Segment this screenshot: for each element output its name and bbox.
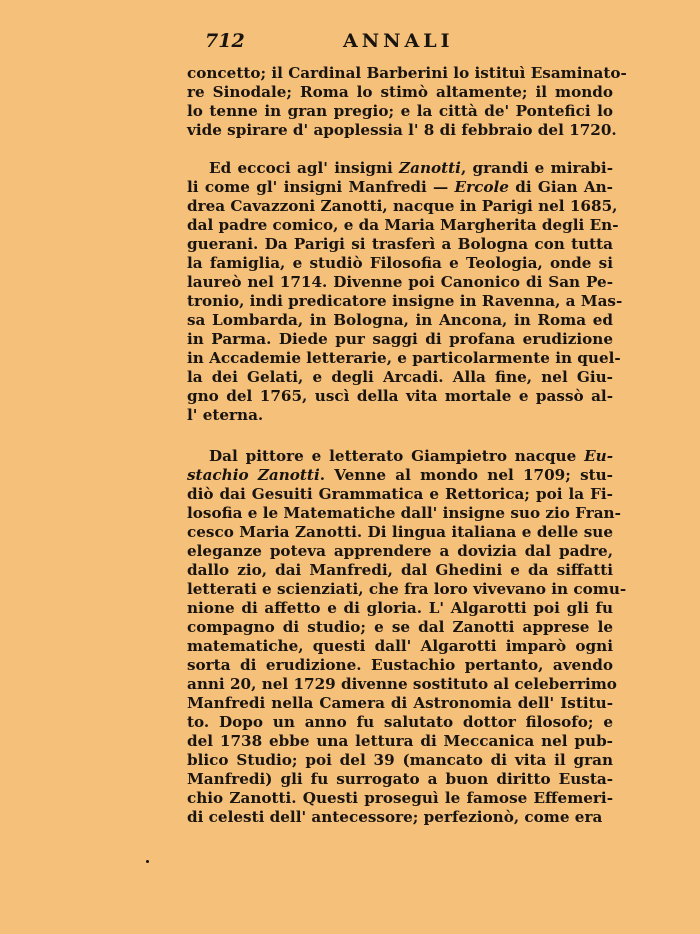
paragraph-3 — [187, 447, 627, 827]
text-line: drea Cavazzoni Zanotti, nacque in Parigi nel 1685, — [187, 197, 618, 215]
text-line: anni 20, nel 1729 divenne sostituto al celeberrimo — [187, 675, 617, 693]
text-line: li come gl' insigni Manfredi — Ercole di Gian An- — [187, 178, 613, 196]
page-number: 712 — [205, 30, 245, 52]
text-line: laureò nel 1714. Divenne poi Canonico di San Pe- — [187, 273, 613, 291]
text-line: sorta di erudizione. Eustachio pertanto, avendo — [187, 656, 613, 674]
text-line: nione di affetto e di gloria. L' Algarotti poi gli fu — [187, 599, 613, 617]
text-line: del 1738 ebbe una lettura di Meccanica nel pub- — [187, 732, 613, 750]
paragraph-spacer — [187, 140, 613, 159]
text-line: concetto; il Cardinal Barberini lo istituì Esaminato- — [187, 64, 627, 82]
text-line: guerani. Da Parigi si trasferì a Bologna con tutta — [187, 235, 613, 253]
text-line: matematiche, questi dall' Algarotti imparò ogni — [187, 637, 613, 655]
body-text — [187, 64, 627, 827]
text-line: Dal pittore e letterato Giampietro nacque Eu- — [209, 447, 613, 465]
text-line: diò dai Gesuiti Grammatica e Rettorica; poi la Fi- — [187, 485, 613, 503]
text-line: cesco Maria Zanotti. Di lingua italiana e delle sue — [187, 523, 613, 541]
text-line: dal padre comico, e da Maria Margherita degli En- — [187, 216, 619, 234]
text-line: la dei Gelati, e degli Arcadi. Alla fine, nel Giu- — [187, 368, 613, 386]
text-line: losofia e le Matematiche dall' insigne suo zio Fran- — [187, 504, 621, 522]
text-line: vide spirare d' apoplessia l' 8 di febbraio del 1720. — [187, 121, 617, 139]
paragraph-2 — [187, 159, 623, 425]
text-line: in Parma. Diede pur saggi di profana erudizione — [187, 330, 613, 348]
text-line: eleganze poteva apprendere a dovizia dal padre, — [187, 542, 613, 560]
running-title: ANNALI — [343, 30, 454, 52]
text-line: re Sinodale; Roma lo stimò altamente; il mondo — [187, 83, 613, 101]
text-line: chio Zanotti. Questi proseguì le famose Effemeri- — [187, 789, 613, 807]
text-line: Manfredi) gli fu surrogato a buon diritto Eusta- — [187, 770, 613, 788]
text-line: di celesti dell' antecessore; perfezionò, come era — [187, 808, 603, 826]
paragraph-1 — [187, 64, 627, 140]
ink-speck — [146, 860, 149, 863]
text-line: in Accademie letterarie, e particolarmente in quel- — [187, 349, 621, 367]
text-line: lo tenne in gran pregio; e la città de' Pontefici lo — [187, 102, 613, 120]
paragraph-spacer — [187, 425, 613, 447]
page-header — [205, 30, 525, 54]
text-line: sa Lombarda, in Bologna, in Ancona, in Roma ed — [187, 311, 613, 329]
text-line: tronio, indi predicatore insigne in Ravenna, a Mas- — [187, 292, 623, 310]
text-line: letterati e scienziati, che fra loro vivevano in comu- — [187, 580, 627, 598]
text-line: la famiglia, e studiò Filosofia e Teologia, onde si — [187, 254, 613, 272]
text-line: gno del 1765, uscì della vita mortale e passò al- — [187, 387, 613, 405]
text-line: blico Studio; poi del 39 (mancato di vita il gran — [187, 751, 613, 769]
text-line: Ed eccoci agl' insigni Zanotti, grandi e mirabi- — [209, 159, 613, 177]
text-line: l' eterna. — [187, 406, 264, 424]
text-line: compagno di studio; e se dal Zanotti apprese le — [187, 618, 613, 636]
text-line: to. Dopo un anno fu salutato dottor filosofo; e — [187, 713, 613, 731]
text-line: Manfredi nella Camera di Astronomia dell' Istitu- — [187, 694, 613, 712]
text-line: stachio Zanotti. Venne al mondo nel 1709; stu- — [187, 466, 613, 484]
text-line: dallo zio, dai Manfredi, dal Ghedini e da siffatti — [187, 561, 613, 579]
